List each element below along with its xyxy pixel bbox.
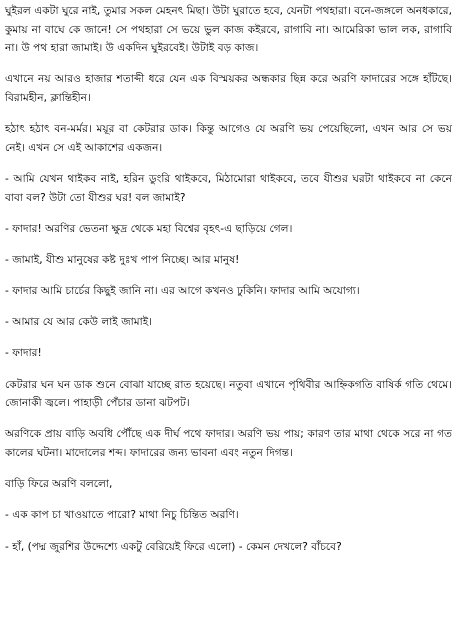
paragraph-gap [5,157,452,170]
paragraph-gap [5,207,452,220]
paragraph-13: - এক কাপ চা খাওয়াতে পারো? মাথা নিচু চিন্তিত অরণি। [5,509,239,522]
paragraph-gap [5,238,452,251]
paragraph-2: এখানে নয় আরও হাজার শতাব্দী ধরে যেন এক বিস্ময়কর অন্ধকার ছিন্ন করে অরণি ফাদারের সঙ্গে হাঁটছে। বিরামহীন, ক্লান্তিহীন। [5,73,452,104]
paragraph-gap [5,108,452,121]
paragraph-4: - আমি যেখন থাইকব নাই, হরিন ডুংরি থাইকবে, মিঠামোরা থাইকবে, তবে যীশুর ঘরটা থাইকবে না কেনে বাবা বল? উটা তো যীশুর ঘর! বল জামাই? [5,172,452,204]
paragraph-11: অরণিকে প্রায় বাড়ি অবধি পৌঁছে এক দীর্ঘ পথে ফাদার। অরণি ভয় পায়; কারণ তার মাথা থেকে সরে না গত কালের ঘটনা। মাদোলের শব্দ। ফাদারের জন্য ভাবনা এবং নতুন দিগন্ত। [5,428,452,460]
paragraph-9: - ফাদার! [5,347,42,360]
paragraph-gap [5,363,452,376]
paragraph-gap [5,332,452,345]
paragraph-1: ঘুইরল একটা ঘুরে নাই, তুমার সকল মেহনৎ মিছা। উটা ঘুরাতে হবে, যেনটা পথহারা। বনে-জঙ্গলে অনধকারে, কুমায় না বাঘে কে জানে! সে পথহারা সে ভয়ে ভুল কাজ কইরবে, রাগাবি না। আমেরিকা ভাল লক, রাগাবি না। উ পথ হারা জামাই। উ একদিন ঘুইরবেই। উটাই বড় কাজ। [5,5,452,55]
paragraph-gap [5,413,452,426]
paragraph-10: কেটরার ঘন ঘন ডাক শুনে বোঝা যাচ্ছে রাত হয়েছে। নতুবা এখানে পৃথিবীর আহ্নিকগতি বাষির্ক গতি থেমে। জোনাকী জ্বলে। পাহাড়ী পেঁচার ডানা ঝটপট। [5,378,452,410]
paragraph-gap [5,463,452,476]
paragraph-6: - জামাই, যীশু মানুষের কষ্ট দুঃখ পাপ নিচ্ছে। আর মানুষ! [5,253,240,266]
paragraph-7: - ফাদার আমি চার্চের কিছুই জানি না। এর আগে কখনও ঢুকিনি। ফাদার আমি অযোগ্য। [5,285,360,298]
paragraph-14: - হাঁ, (পদ্ম জুরশির উদ্দেশ্যে একটু বেরিয়েই ফিরে এলো) - কেমন দেখলে? বাঁচবে? [5,540,342,553]
paragraph-gap [5,494,452,507]
paragraph-5: - ফাদার! অরণির ভেতনা ক্ষুদ্র থেকে মহা বিশ্বের বৃহৎ-এ ছাড়িয়ে গেল। [5,222,293,235]
paragraph-12: বাড়ি ফিরে অরণি বললো, [5,478,113,491]
paragraph-gap [5,58,452,71]
paragraph-gap [5,270,452,283]
paragraph-3: হঠাৎ হঠাৎ বন-মর্মর। ময়ূর বা কেটরার ডাক। কিন্তু আগেও যে অরণি ভয় পেয়েছিলো, এখন আর সে ভয় নেই। এখন সে এই আকাশের একজন। [5,123,452,154]
paragraph-gap [5,525,452,538]
paragraph-gap [5,301,452,314]
paragraph-8: - আমার যে আর কেউ লাই জামাই। [5,316,152,329]
